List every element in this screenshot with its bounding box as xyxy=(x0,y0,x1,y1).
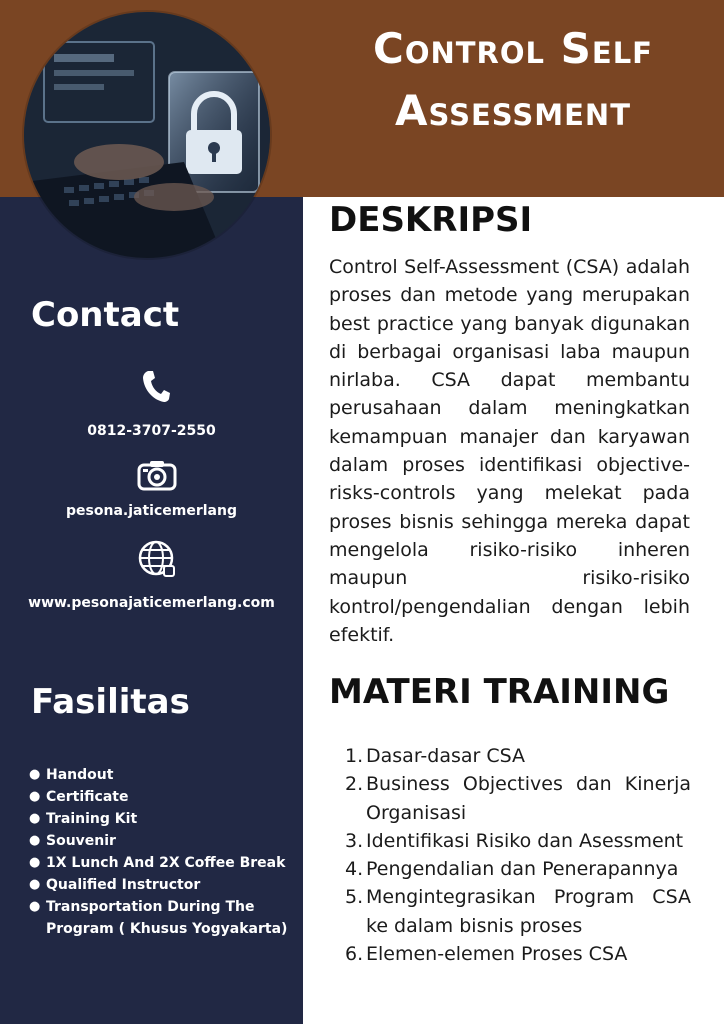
camera-icon xyxy=(137,459,177,491)
page-title xyxy=(318,18,708,142)
list-item: 6. Elemen-elemen Proses CSA xyxy=(345,943,628,966)
list-item: 3. Identifikasi Risiko dan Asessment xyxy=(345,829,684,852)
fasilitas-list xyxy=(29,764,291,940)
deskripsi-text: Control Self-Assessment (CSA) adalah proses dan metode yang merupakan best practice yang banyak digunakan di berbagai organisasi laba maupun nirlaba. CSA dapat membantu perusahaan dalam meningkatkan kemampuan manajer dan karyawan dalam proses identifikasi objective-risks-controls yang melekat pada proses bisnis sehingga mereka dapat mengelola risiko-risiko inheren maupun risiko-risiko kontrol/pengendalian dengan lebih efektif. xyxy=(329,256,690,646)
materi-list xyxy=(345,742,691,968)
hero-image xyxy=(24,12,270,258)
list-item: 2. Business Objectives dan Kinerja Organisasi xyxy=(345,773,691,824)
list-item: ● 1X Lunch And 2X Coffee Break xyxy=(29,855,286,871)
title-line-1: Control Self xyxy=(373,24,653,73)
phone-icon xyxy=(142,369,170,403)
padlock-icon xyxy=(24,12,270,258)
contact-heading: Contact xyxy=(31,295,180,335)
list-item: 5. Mengintegrasikan Program CSA ke dalam bisnis proses xyxy=(345,886,691,937)
list-item: ● Training Kit xyxy=(29,811,138,827)
list-item: ● Handout xyxy=(29,767,114,783)
list-item: 4. Pengendalian dan Penerapannya xyxy=(345,858,679,881)
fasilitas-heading: Fasilitas xyxy=(31,682,190,722)
list-item: ● Souvenir xyxy=(29,833,116,849)
list-item: ● Qualified Instructor xyxy=(29,877,201,893)
instagram-handle[interactable]: pesona.jaticemerlang xyxy=(66,503,237,519)
website-link[interactable]: www.pesonajaticemerlang.com xyxy=(28,595,275,611)
list-item: ● Transportation During The Program ( Khusus Yogyakarta) xyxy=(29,899,288,937)
phone-number[interactable]: 0812-3707-2550 xyxy=(87,423,216,439)
deskripsi-heading: DESKRIPSI xyxy=(329,200,533,240)
title-line-2: Assessment xyxy=(395,86,631,135)
globe-icon xyxy=(137,539,177,579)
materi-heading: MATERI TRAINING xyxy=(329,672,670,712)
list-item: ● Certificate xyxy=(29,789,129,805)
list-item: 1. Dasar-dasar CSA xyxy=(345,745,526,767)
